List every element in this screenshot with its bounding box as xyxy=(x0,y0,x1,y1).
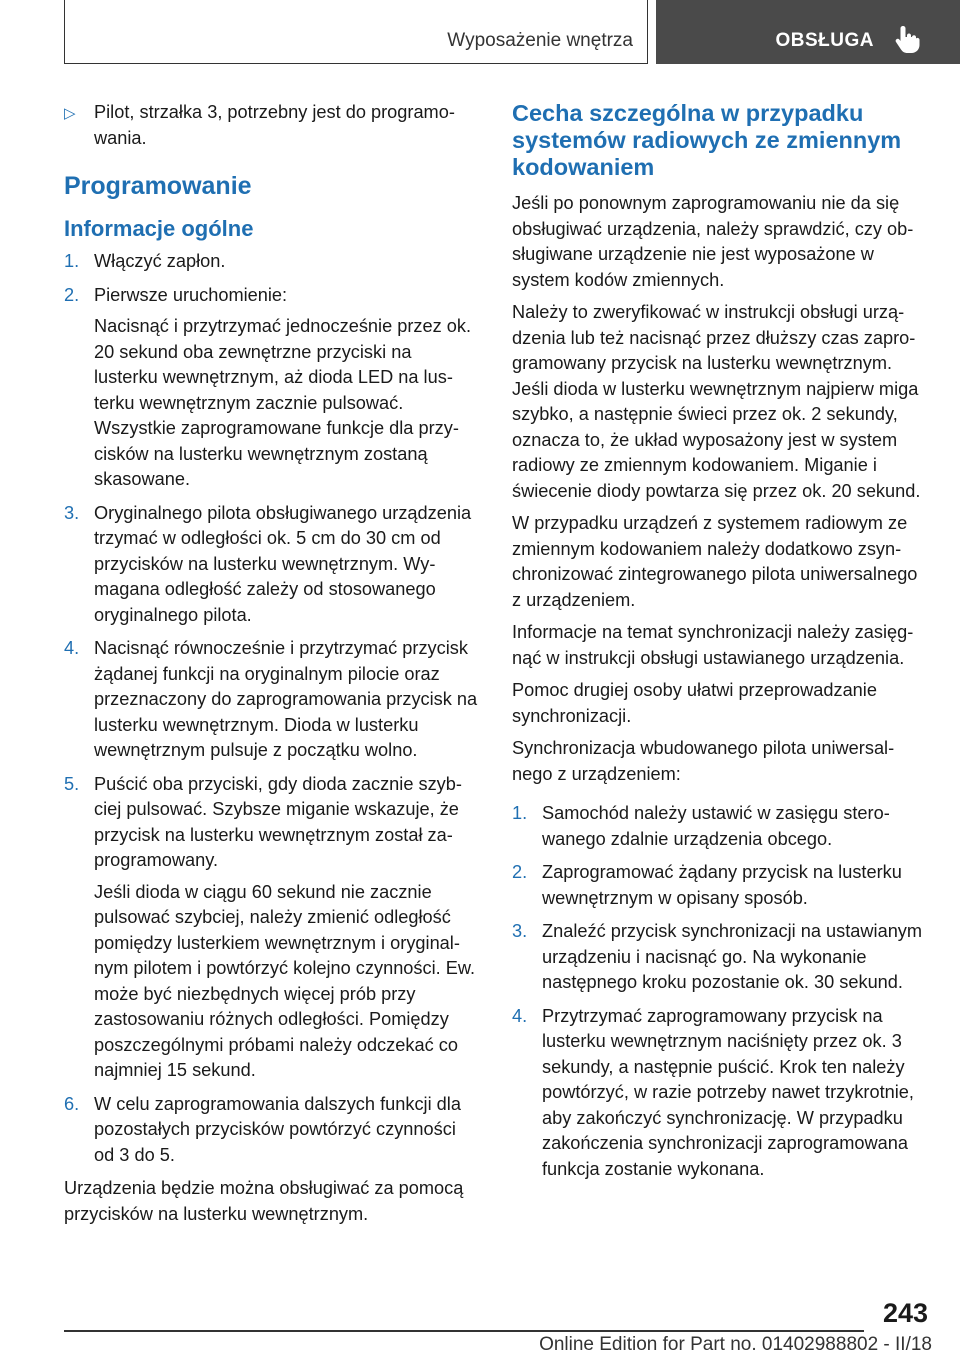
step-number: 2. xyxy=(64,284,80,305)
step-text: Przytrzymać zaprogramowany przycisk na lusterku wewnętrznym naciśnięty przez ok. 3 sekundy, a następnie puścić. Krok ten należy powtórzyć, w razie potrzeby nawet trzykrotnie, aby zakończyć synchronizację. W przypadku zakończenia synchronizacji zaprogramowana funkcja zostanie wykonana. xyxy=(542,1005,914,1179)
step-text: Włączyć zapłon. xyxy=(94,251,226,271)
step-number: 3. xyxy=(512,921,528,941)
section-tab xyxy=(656,0,960,64)
arrow-list-item xyxy=(64,100,478,151)
footer-divider xyxy=(64,1330,864,1332)
paragraph: Jeśli po ponownym zaprogramowaniu nie da się obsługiwać urządzenia, należy sprawdzić, czy obsługiwane urządzenie nie jest wyposażone w system kodów zmiennych. xyxy=(512,193,914,290)
paragraph: Synchronizacja wbudowanego pilota uniwersalnego z urządzeniem: xyxy=(512,738,895,784)
step-text: Nacisnąć i przytrzymać jednocześnie przez ok. 20 sekund oba zewnętrzne przyciski na lusterku wewnętrznym, aż dioda LED na lusterku wewnętrznym zacznie pulsować. Wszystkie zaprogramowane funkcje dla przycisków na lusterku wewnętrznym zostaną skasowane. xyxy=(94,316,472,489)
list-item xyxy=(64,249,478,275)
chapter-header xyxy=(64,0,648,64)
programming-steps xyxy=(64,249,478,1168)
list-item xyxy=(64,636,478,764)
edition-note: Online Edition for Part no. 01402988802 - II/18 xyxy=(539,1334,932,1355)
left-column xyxy=(64,100,478,1234)
step-text: Oryginalnego pilota obsługiwanego urządzenia trzymać w odległości ok. 5 cm do 30 cm od przycisków na lusterku wewnętrznym. Wymagana odległość zależy od stosowanego oryginalnego pilota. xyxy=(94,502,472,625)
step-number: 2. xyxy=(512,862,528,882)
list-item xyxy=(512,919,926,996)
step-text: Zaprogramować żądany przycisk na lusterku wewnętrznym w opisany sposób. xyxy=(542,862,902,908)
step-text: Puścić oba przyciski, gdy dioda zacznie szybciej pulsować. Szybsze miganie wskazuje, że przycisk na lusterku wewnętrznym został zaprogramowany. xyxy=(94,773,462,870)
step-number: 1. xyxy=(512,803,528,823)
step-number: 5. xyxy=(64,773,80,794)
section-heading: Cecha szczególna w przypadku systemów radiowych ze zmiennym kodowaniem xyxy=(512,100,902,180)
step-number: 4. xyxy=(64,638,80,658)
paragraph: Informacje na temat synchronizacji należy zasięgnąć w instrukcji obsługi ustawianego urządzenia. xyxy=(512,622,914,668)
page-number: 243 xyxy=(882,1298,928,1328)
list-item xyxy=(64,283,478,493)
section-heading: Programowanie xyxy=(64,172,252,200)
closing-paragraph: Urządzenia będzie można obsługiwać za pomocą przycisków na lusterku wewnętrznym. xyxy=(64,1178,464,1224)
right-column xyxy=(512,100,926,1190)
pointing-hand-icon xyxy=(894,24,920,54)
arrow-item-text: Pilot, strzałka 3, potrzebny jest do programowania. xyxy=(94,102,455,148)
step-number: 1. xyxy=(64,251,80,271)
step-text: Samochód należy ustawić w zasięgu sterowanego zdalnie urządzenia obcego. xyxy=(542,803,890,849)
step-text: Jeśli dioda w ciągu 60 sekund nie zacznie pulsować szybciej, należy zmienić odległość pomiędzy lusterkiem wewnętrznym i oryginalnym pilotem i powtórzyć kolejno czynności. Ew. może być niezbędnych więcej prób przy zastosowaniu różnych odległości. Pomiędzy poszczególnymi próbami należy odczekać co najmniej 15 sekund. xyxy=(94,881,476,1080)
chapter-title: Wyposażenie wnętrza xyxy=(447,30,633,51)
section-label: OBSŁUGA xyxy=(775,30,874,51)
subsection-heading: Informacje ogólne xyxy=(64,216,254,241)
synchronization-steps xyxy=(512,801,926,1182)
paragraph: Pomoc drugiej osoby ułatwi przeprowadzanie synchronizacji. xyxy=(512,680,877,726)
paragraph: W przypadku urządzeń z systemem radiowym ze zmiennym kodowaniem należy dodatkowo zsynchronizować zintegrowanego pilota uniwersalnego z urządzeniem. xyxy=(512,513,918,610)
list-item xyxy=(64,1092,478,1169)
step-text: W celu zaprogramowania dalszych funkcji dla pozostałych przycisków powtórzyć czynności od 3 do 5. xyxy=(94,1093,461,1165)
step-number: 4. xyxy=(512,1005,528,1026)
list-item xyxy=(512,1004,926,1183)
step-number: 3. xyxy=(64,502,80,523)
step-text: Znaleźć przycisk synchronizacji na ustawianym urządzeniu i nacisnąć go. Na wykonanie następnego kroku pozostanie ok. 30 sekund. xyxy=(542,921,923,992)
list-item xyxy=(512,860,926,911)
paragraph: Należy to zweryfikować w instrukcji obsługi urządzenia lub też nacisnąć przez dłuższy czas zaprogramowany przycisk na lusterku wewnętrznym. Jeśli dioda w lusterku wewnętrznym najpierw miga szybko, a następnie świeci przez ok. 2 sekundy, oznacza to, że układ wyposażony jest w system radiowy ze zmiennym kodowaniem. Miganie i świecenie diody powtarza się przez ok. 20 sekund. xyxy=(512,302,921,501)
triangle-arrow-icon: ▷ xyxy=(64,105,76,122)
list-item xyxy=(512,801,926,852)
list-item xyxy=(64,501,478,629)
step-text: Pierwsze uruchomienie: xyxy=(94,284,288,305)
step-number: 6. xyxy=(64,1093,80,1114)
list-item xyxy=(64,772,478,1084)
step-text: Nacisnąć równocześnie i przytrzymać przycisk żądanej funkcji na oryginalnym pilocie oraz przeznaczony do zaprogramowania przycisk na lusterku wewnętrznym. Dioda w lusterku wewnętrznym pulsuje z początku wolno. xyxy=(94,638,478,760)
